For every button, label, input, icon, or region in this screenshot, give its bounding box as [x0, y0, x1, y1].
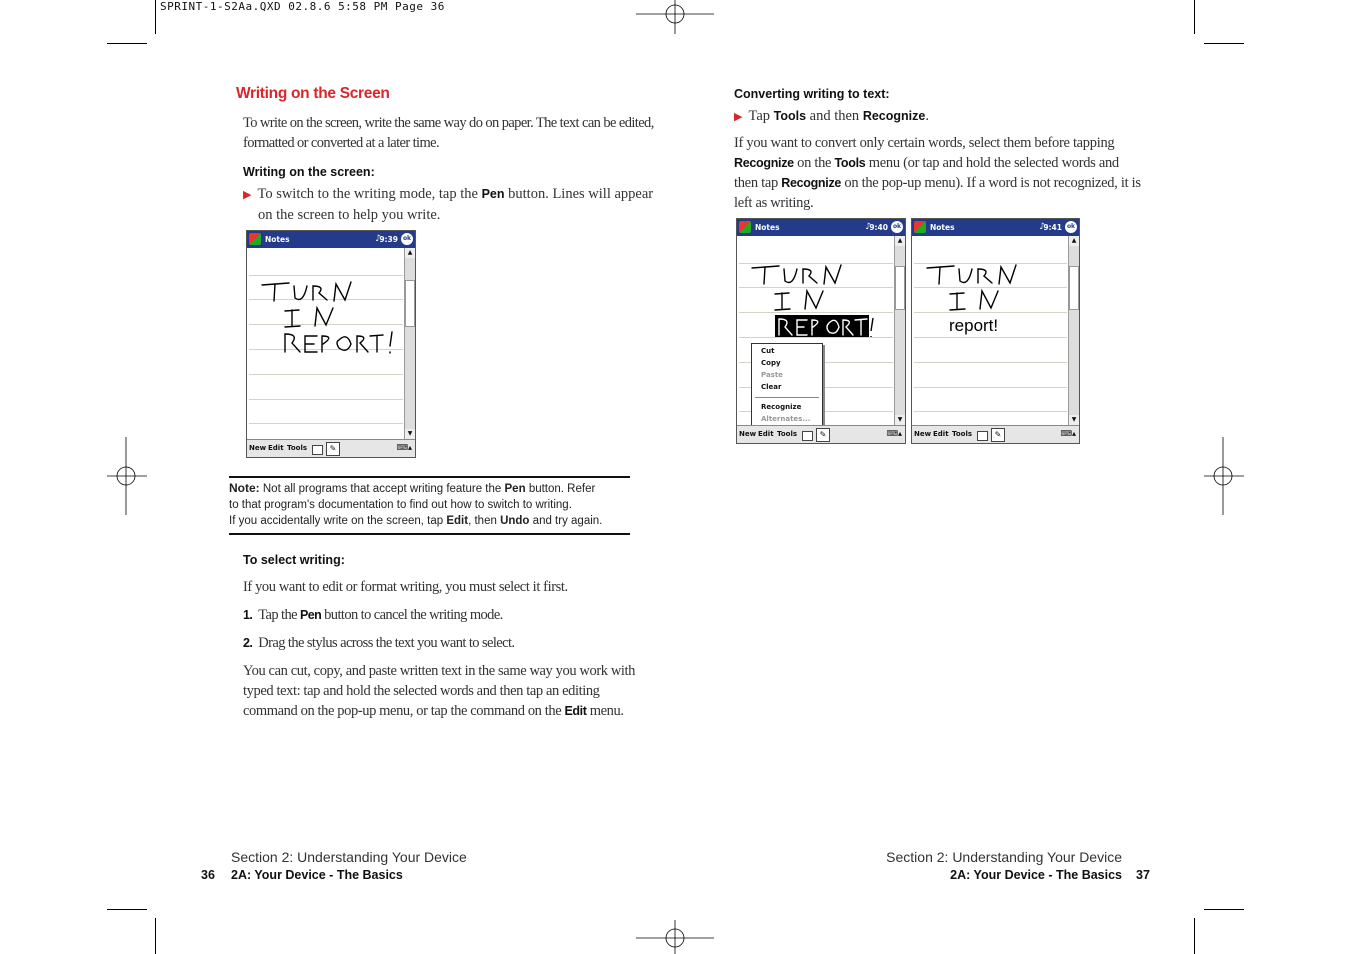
title-bar — [737, 219, 905, 236]
footer-section-left: Section 2: Understanding Your Device — [231, 849, 467, 865]
clock: 9:39 — [379, 235, 398, 244]
subheading-writing: Writing on the screen: — [243, 165, 375, 179]
scroll-down-icon: ▼ — [1069, 415, 1079, 425]
bullet-arrow-icon: ▶ — [243, 189, 252, 201]
note-box: Note: Not all programs that accept writing feature the Pen button. Refer to that program's documentation to find out how to switch to writing. If you accidentally write on the screen, tap Edit, then Undo and try again. — [229, 481, 603, 527]
context-popup-menu — [751, 343, 823, 429]
note-rule-bottom — [229, 533, 630, 535]
footer-chapter-left: 2A: Your Device - The Basics — [231, 868, 403, 882]
speaker-icon: ♪ — [1039, 222, 1045, 232]
start-icon — [739, 221, 751, 233]
intro-paragraph — [243, 113, 654, 153]
note-rule-top — [229, 476, 630, 478]
crop-mark — [1204, 43, 1244, 44]
crop-mark — [107, 43, 147, 44]
keyboard-icon: ⌨▴ — [886, 429, 902, 438]
scrollbar — [894, 236, 905, 425]
editing-paragraph: You can cut, copy, and paste written text in the same way you work with typed text: tap and hold the selected words and then tap an editing command on the pop-up menu, or tap the command on the Edit menu. — [243, 663, 636, 719]
menu-edit: Edit — [758, 430, 774, 438]
menu-edit: Edit — [268, 444, 284, 452]
pen-icon: ✎ — [991, 428, 1005, 442]
note-canvas — [912, 236, 1069, 425]
speaker-icon: ♪ — [375, 234, 381, 244]
menu-new: New — [914, 430, 932, 438]
title-bar — [912, 219, 1079, 236]
scroll-up-icon: ▲ — [405, 248, 415, 258]
pda-screenshot-selection — [736, 218, 906, 444]
registration-mark-bottom — [636, 920, 714, 954]
ok-button: ok — [1065, 221, 1077, 233]
pda-screenshot-recognized — [911, 218, 1080, 444]
registration-mark-left — [107, 437, 147, 515]
ok-button: ok — [891, 221, 903, 233]
menu-tools: Tools — [952, 430, 973, 438]
step-1: 1. Tap the Pen button to cancel the writing mode. — [243, 607, 503, 623]
start-icon — [914, 221, 926, 233]
popup-copy[interactable]: Copy — [761, 359, 781, 367]
app-title: Notes — [755, 223, 780, 232]
recorder-icon — [312, 445, 323, 455]
app-title: Notes — [930, 223, 955, 232]
page-number-right: 37 — [1136, 868, 1150, 882]
bullet-arrow-icon: ▶ — [734, 111, 743, 123]
crop-mark — [155, 918, 156, 954]
scroll-up-icon: ▲ — [895, 236, 905, 246]
crop-mark — [1204, 909, 1244, 910]
clock: 9:41 — [1043, 223, 1062, 232]
note-label: Note: — [229, 481, 260, 495]
select-intro: If you want to edit or format writing, you must select it first. — [243, 579, 568, 595]
menu-bar — [912, 425, 1079, 443]
registration-mark-right — [1204, 437, 1244, 515]
crop-mark — [1194, 918, 1195, 954]
menu-edit: Edit — [933, 430, 949, 438]
scroll-down-icon: ▼ — [405, 429, 415, 439]
crop-mark — [1194, 0, 1195, 34]
popup-paste[interactable]: Paste — [761, 371, 783, 379]
intro-line-1: To write on the screen, write the same way do on paper. The text can be edited, — [243, 115, 654, 131]
scrollbar — [1068, 236, 1079, 425]
menu-tools: Tools — [777, 430, 798, 438]
title-bar — [247, 231, 415, 248]
menu-bar — [737, 425, 905, 443]
pda-screenshot-writing — [246, 230, 416, 458]
scroll-up-icon: ▲ — [1069, 236, 1079, 246]
start-icon — [249, 233, 261, 245]
menu-new: New — [249, 444, 267, 452]
pen-icon: ✎ — [326, 442, 340, 456]
note-canvas — [247, 248, 405, 439]
footer-chapter-right: 2A: Your Device - The Basics — [950, 868, 1122, 882]
menu-tools: Tools — [287, 444, 308, 452]
ok-button: ok — [401, 233, 413, 245]
keyboard-icon: ⌨▴ — [396, 443, 412, 452]
subheading-converting: Converting writing to text: — [734, 87, 890, 101]
clock: 9:40 — [869, 223, 888, 232]
menu-bar — [247, 439, 415, 457]
step-2: 2. Drag the stylus across the text you want to select. — [243, 635, 515, 651]
slug-line: SPRINT-1-S2Aa.QXD 02.8.6 5:58 PM Page 36 — [160, 0, 445, 13]
page-number-left: 36 — [201, 868, 215, 882]
popup-recognize[interactable]: Recognize — [761, 403, 802, 411]
scroll-down-icon: ▼ — [895, 415, 905, 425]
crop-mark — [107, 909, 147, 910]
recorder-icon — [802, 431, 813, 441]
bullet-recognize: ▶ Tap Tools and then Recognize. — [734, 108, 929, 124]
handwriting-ink — [247, 248, 405, 438]
scrollbar — [404, 248, 415, 439]
registration-mark-top — [636, 0, 714, 34]
popup-clear[interactable]: Clear — [761, 383, 782, 391]
recorder-icon — [977, 431, 988, 441]
keyboard-icon: ⌨▴ — [1060, 429, 1076, 438]
footer-section-right: Section 2: Understanding Your Device — [886, 849, 1122, 865]
app-title: Notes — [265, 235, 290, 244]
popup-alternates[interactable]: Alternates... — [761, 415, 811, 423]
section-heading: Writing on the Screen — [236, 85, 390, 102]
pen-icon: ✎ — [816, 428, 830, 442]
popup-cut[interactable]: Cut — [761, 347, 775, 355]
intro-line-2: formatted or converted at a later time. — [243, 135, 440, 151]
speaker-icon: ♪ — [865, 222, 871, 232]
keyword-pen: Pen — [481, 187, 505, 201]
convert-paragraph: If you want to convert only certain words, select them before tapping Recognize on the Tools menu (or tap and hold the selected words and then tap Recognize on the pop-up menu). If a word is not recognized, it is left as writing. — [734, 135, 1141, 211]
subheading-select: To select writing: — [243, 553, 345, 567]
crop-mark — [155, 0, 156, 34]
menu-new: New — [739, 430, 757, 438]
bullet-writing: ▶ To switch to the writing mode, tap the Pen button. Lines will appear on the screen to help you write. — [243, 186, 654, 223]
recognized-text: report! — [949, 316, 999, 335]
